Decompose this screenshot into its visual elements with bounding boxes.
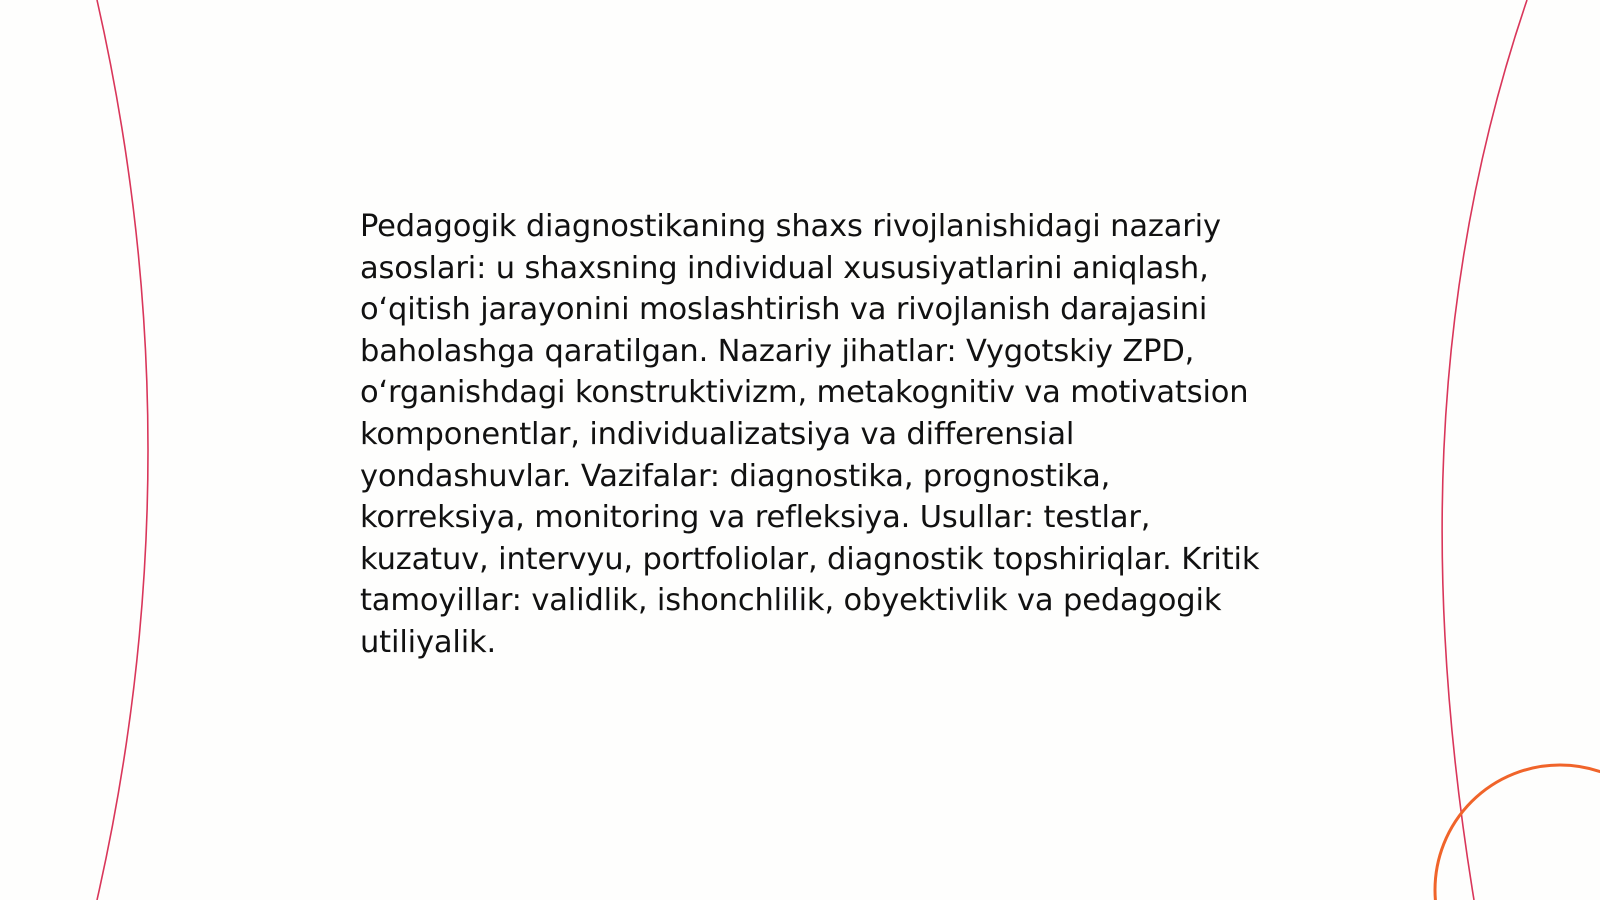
slide-body-text: Pedagogik diagnostikaning shaxs rivojlanishidagi nazariy asoslari: u shaxsning individual xususiyatlarini aniqlash, o‘qitish jarayonini moslashtirish va rivojlanish darajasini baholashga qaratilgan. Nazariy jihatlar: Vygotskiy ZPD, o‘rganishdagi konstruktivizm, metakognitiv va motivatsion komponentlar, individualizatsiya va differensial yondashuvlar. Vazifalar: diagnostika, prognostika, korreksiya, monitoring va refleksiya. Usullar: testlar, kuzatuv, intervyu, portfoliolar, diagnostik topshiriqlar. Kritik tamoyillar: validlik, ishonchlilik, obyektivlik va pedagogik utiliyalik.	[360, 209, 1260, 660]
left-frame-curve	[97, 0, 148, 900]
right-frame-curve	[1442, 0, 1527, 900]
accent-ring	[1435, 765, 1600, 900]
